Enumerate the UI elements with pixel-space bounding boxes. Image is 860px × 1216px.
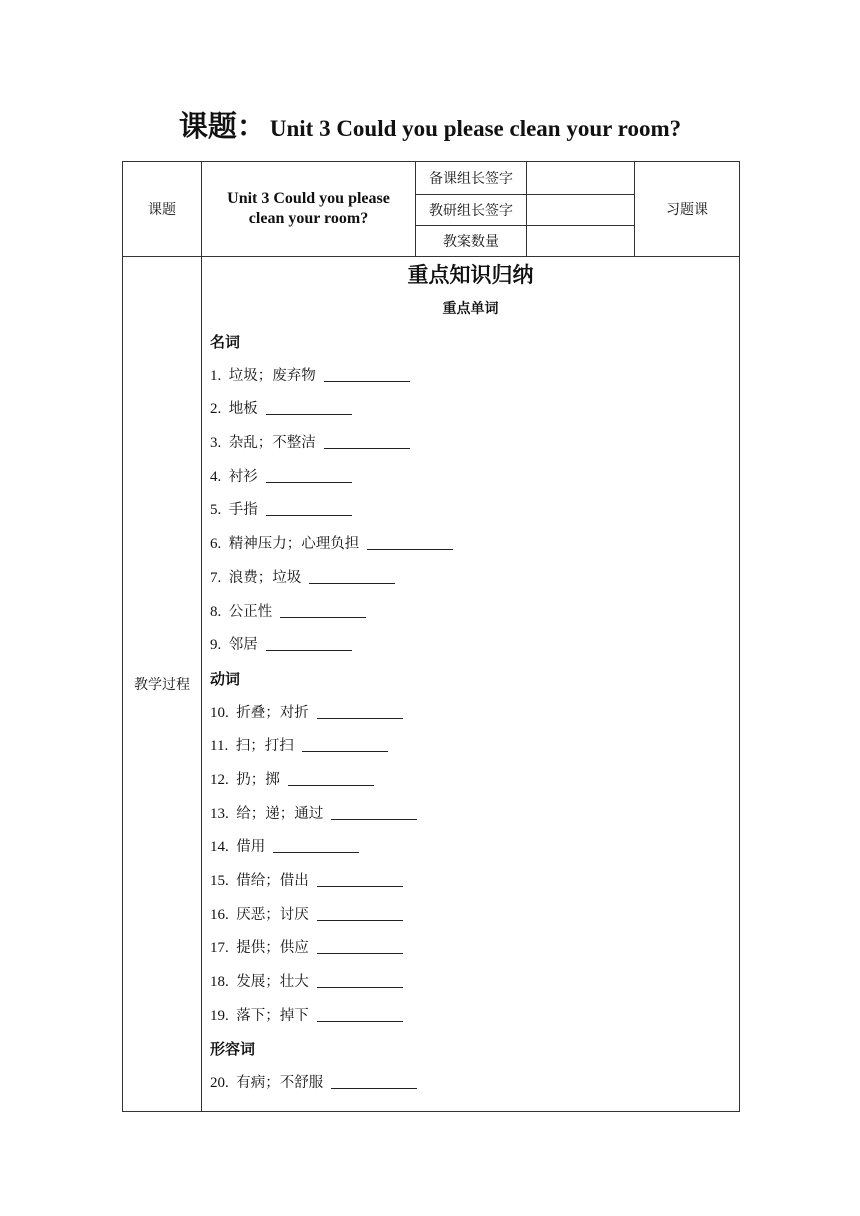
- vocab-item: [210, 1000, 731, 1034]
- vocab-term: 浪费；垃圾: [228, 569, 302, 586]
- vocab-term: 公正性: [228, 603, 273, 620]
- answer-blank[interactable]: [266, 481, 352, 483]
- vocab-number: 14.: [210, 839, 229, 856]
- vocab-item: [210, 966, 731, 1000]
- research-leader-signature-label: 教研组长签字: [416, 195, 527, 226]
- vocab-term: 发展；壮大: [236, 974, 309, 991]
- page-title: [0, 104, 860, 145]
- vocab-item: [210, 697, 731, 731]
- vocab-number: 12.: [210, 771, 229, 788]
- answer-blank[interactable]: [317, 717, 403, 719]
- vocab-item: [210, 360, 731, 394]
- vocab-number: 20.: [210, 1075, 229, 1092]
- vocab-term: 精神压力；心理负担: [228, 536, 360, 553]
- vocab-term: 杂乱；不整洁: [228, 435, 316, 452]
- vocab-item: [210, 831, 731, 865]
- vocab-term: 提供；供应: [236, 940, 309, 957]
- vocab-number: 18.: [210, 974, 229, 991]
- vocab-item: [210, 798, 731, 832]
- answer-blank[interactable]: [331, 818, 417, 820]
- plan-count-label: 教案数量: [416, 226, 527, 257]
- vocab-number: 16.: [210, 906, 229, 923]
- answer-blank[interactable]: [317, 919, 403, 921]
- group-leader-signature-label: 备课组长签字: [416, 162, 527, 195]
- vocab-term: 有病；不舒服: [236, 1075, 324, 1092]
- vocab-term: 借用: [236, 839, 266, 856]
- content-heading: 重点知识归纳: [407, 263, 534, 287]
- answer-blank[interactable]: [266, 514, 352, 516]
- lesson-plan-table: [122, 161, 740, 1112]
- answer-blank[interactable]: [317, 1020, 403, 1022]
- vocab-item: [210, 899, 731, 933]
- vocab-term: 扔；掷: [236, 771, 280, 788]
- section-title: 名词: [210, 333, 241, 351]
- vocab-item: [210, 730, 731, 764]
- topic-value-cell: [202, 162, 416, 257]
- process-label-cell: 教学过程: [123, 257, 202, 1112]
- research-leader-signature-field[interactable]: [527, 195, 635, 226]
- vocab-item: [210, 865, 731, 899]
- answer-blank[interactable]: [331, 1087, 417, 1089]
- vocab-term: 厌恶；讨厌: [236, 906, 309, 923]
- vocab-item: [210, 393, 731, 427]
- vocab-number: 6.: [210, 536, 222, 553]
- content-cell: [202, 257, 740, 1112]
- vocab-number: 17.: [210, 940, 229, 957]
- vocab-item: [210, 562, 731, 596]
- answer-blank[interactable]: [317, 885, 403, 887]
- vocab-term: 扫；打扫: [235, 738, 294, 755]
- vocab-term: 借给；借出: [236, 873, 309, 889]
- answer-blank[interactable]: [302, 750, 388, 752]
- vocab-number: 7.: [210, 569, 222, 586]
- page-title-text: Unit 3 Could you please clean your room?: [269, 116, 682, 141]
- vocab-number: 10.: [210, 704, 229, 721]
- vocab-term: 垃圾；废弃物: [228, 367, 316, 384]
- topic-label-cell: 课题: [123, 162, 202, 257]
- vocab-number: 2.: [210, 401, 222, 418]
- vocab-item: [210, 1067, 731, 1101]
- vocab-term: 手指: [228, 502, 258, 519]
- section-title: 动词: [210, 669, 241, 688]
- answer-blank[interactable]: [273, 851, 359, 853]
- vocab-term: 地板: [228, 401, 258, 418]
- topic-value-text: Unit 3 Could you please clean your room?: [227, 190, 390, 227]
- vocab-term: 折叠；对折: [236, 704, 309, 721]
- vocab-term: 落下；掉下: [236, 1007, 309, 1024]
- vocab-number: 19.: [210, 1007, 229, 1024]
- vocab-number: 5.: [210, 502, 222, 519]
- group-leader-signature-field[interactable]: [527, 162, 635, 195]
- vocab-item: [210, 629, 731, 663]
- vocab-term: 给；递；通过: [236, 805, 324, 822]
- vocab-item: [210, 427, 731, 461]
- section-title: 形容词: [210, 1040, 256, 1059]
- vocab-item: [210, 764, 731, 798]
- vocab-number: 4.: [210, 468, 222, 485]
- plan-count-field[interactable]: [527, 226, 635, 257]
- vocab-number: 9.: [210, 637, 222, 654]
- vocab-list: [210, 326, 731, 1101]
- answer-blank[interactable]: [317, 986, 403, 988]
- vocab-number: 1.: [210, 367, 222, 384]
- lesson-type-cell: 习题课: [635, 162, 740, 257]
- vocab-number: 8.: [210, 603, 222, 620]
- vocab-term: 衬衫: [228, 468, 258, 485]
- answer-blank[interactable]: [280, 616, 366, 618]
- answer-blank[interactable]: [266, 649, 352, 651]
- answer-blank[interactable]: [309, 582, 395, 584]
- content-subheading: 重点单词: [442, 301, 499, 317]
- answer-blank[interactable]: [266, 413, 352, 415]
- answer-blank[interactable]: [367, 548, 453, 550]
- vocab-item: [210, 461, 731, 495]
- answer-blank[interactable]: [288, 784, 374, 786]
- answer-blank[interactable]: [324, 380, 410, 382]
- vocab-item: [210, 528, 731, 562]
- vocab-item: [210, 494, 731, 528]
- vocab-term: 邻居: [228, 637, 258, 654]
- vocab-number: 3.: [210, 435, 222, 452]
- vocab-item: [210, 932, 731, 966]
- vocab-number: 15.: [210, 873, 229, 889]
- vocab-number: 11.: [210, 738, 229, 755]
- vocab-number: 13.: [210, 805, 229, 822]
- answer-blank[interactable]: [324, 447, 410, 449]
- vocab-item: [210, 596, 731, 630]
- page-title-prefix: 课题：: [178, 109, 266, 143]
- answer-blank[interactable]: [317, 952, 403, 954]
